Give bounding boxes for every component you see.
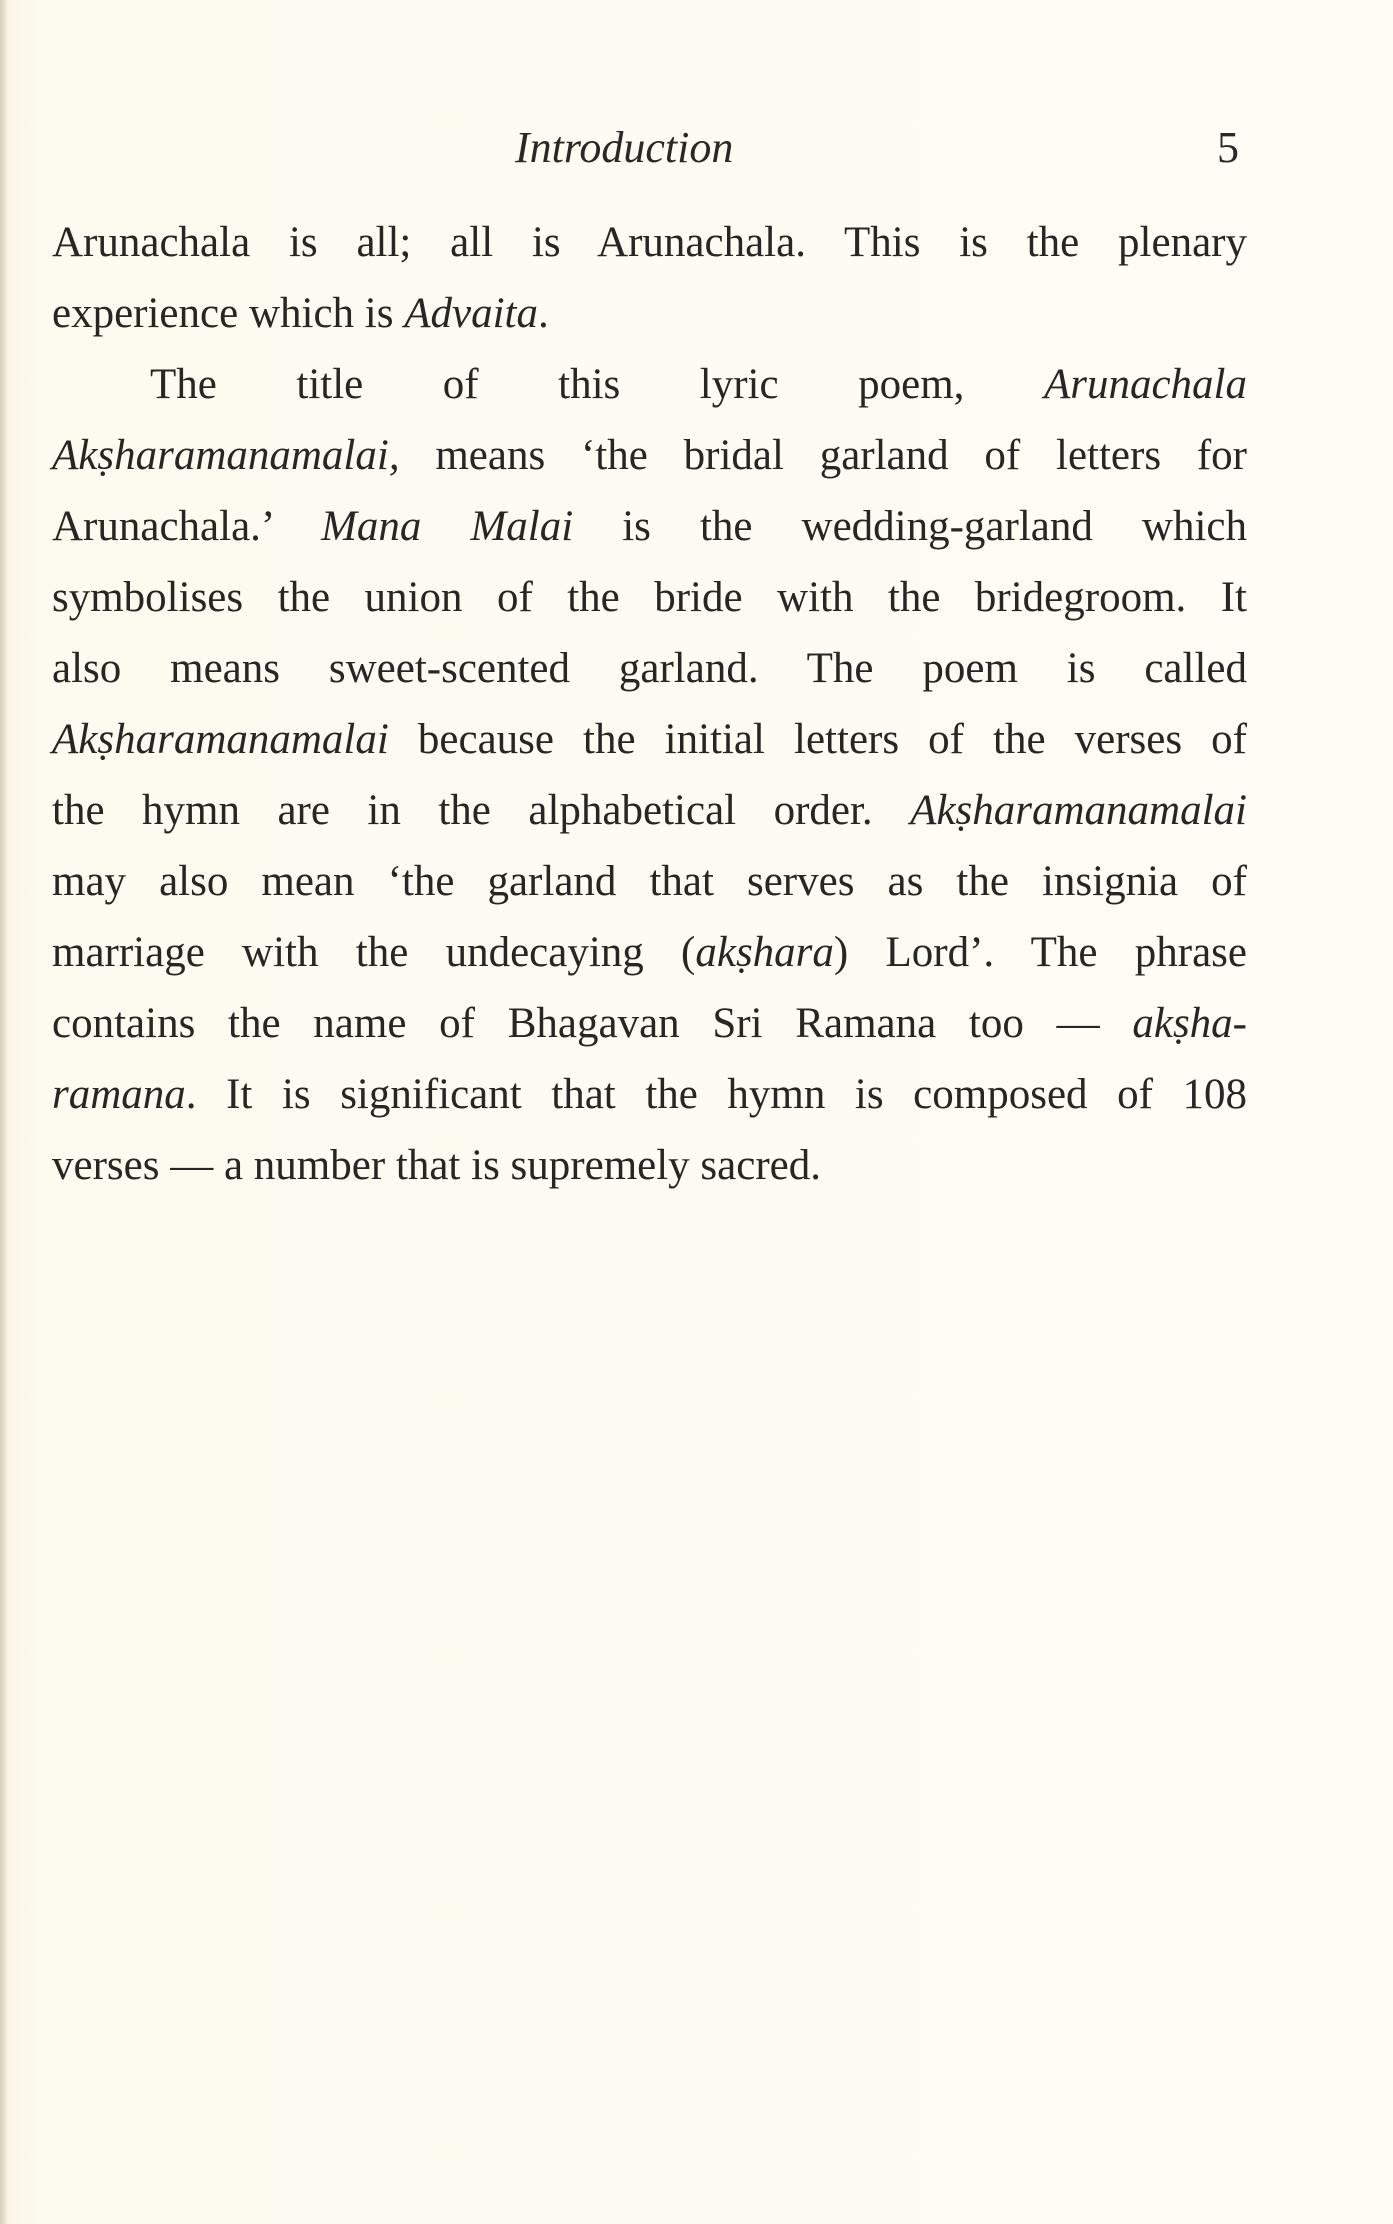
- text-line: [52, 775, 1247, 846]
- text-line: [52, 491, 1247, 562]
- text-run: verses — a number that is supremely sacred.: [52, 1142, 821, 1189]
- text-line: [52, 278, 1247, 349]
- text-run: . It is significant that the hymn is composed of 108: [185, 1071, 1247, 1118]
- text-run: Arunachala is all; all is Arunachala. This is the plenary: [52, 219, 1247, 266]
- italic-text: Advaita: [404, 290, 538, 337]
- text-run: marriage with the undecaying (: [52, 929, 696, 976]
- italic-text: Mana Malai: [321, 503, 574, 550]
- text-run: because the initial letters of the verses of: [388, 716, 1247, 763]
- page-number: 5: [1217, 123, 1239, 172]
- italic-text: Akṣharamanamalai: [910, 787, 1247, 834]
- text-run: means ‘the bridal garland of letters for: [399, 432, 1247, 479]
- page-gutter-shadow: [0, 0, 8, 2224]
- text-line: [52, 846, 1247, 917]
- italic-text: ramana: [52, 1071, 186, 1118]
- text-run: The title of this lyric poem,: [150, 361, 1044, 408]
- text-run: may also mean ‘the garland that serves as the insignia of: [52, 858, 1247, 905]
- text-run: .: [537, 290, 549, 337]
- text-run: Arunachala.’: [52, 503, 322, 550]
- text-line: [52, 988, 1247, 1059]
- text-run: experience which is: [52, 290, 405, 337]
- text-line: [52, 562, 1247, 633]
- text-line: [52, 420, 1247, 491]
- text-run: symbolises the union of the bride with the bridegroom. It: [52, 574, 1247, 621]
- text-line: [52, 1130, 1247, 1201]
- text-line: [52, 349, 1247, 420]
- italic-text: Akṣharamanamalai,: [52, 432, 400, 479]
- body-text: [52, 207, 1247, 1201]
- text-line: [52, 207, 1247, 278]
- text-run: ) Lord’. The phrase: [833, 929, 1247, 976]
- text-run: the hymn are in the alphabetical order.: [52, 787, 911, 834]
- text-line: [52, 633, 1247, 704]
- paragraph-1: [52, 207, 1247, 349]
- text-run: is the wedding-garland which: [573, 503, 1247, 550]
- text-line: [52, 1059, 1247, 1130]
- text-run: also means sweet-scented garland. The poem is called: [52, 645, 1247, 692]
- paragraph-2: [52, 349, 1247, 1201]
- italic-text: akṣha-: [1132, 1000, 1247, 1047]
- text-run: contains the name of Bhagavan Sri Ramana too —: [52, 1000, 1133, 1047]
- italic-text: akṣhara: [695, 929, 834, 976]
- running-head: [0, 118, 1393, 178]
- text-line: [52, 704, 1247, 775]
- italic-text: Arunachala: [1043, 361, 1247, 408]
- italic-text: Akṣharamanamalai: [52, 716, 389, 763]
- running-head-title: Introduction: [515, 123, 734, 172]
- text-line: [52, 917, 1247, 988]
